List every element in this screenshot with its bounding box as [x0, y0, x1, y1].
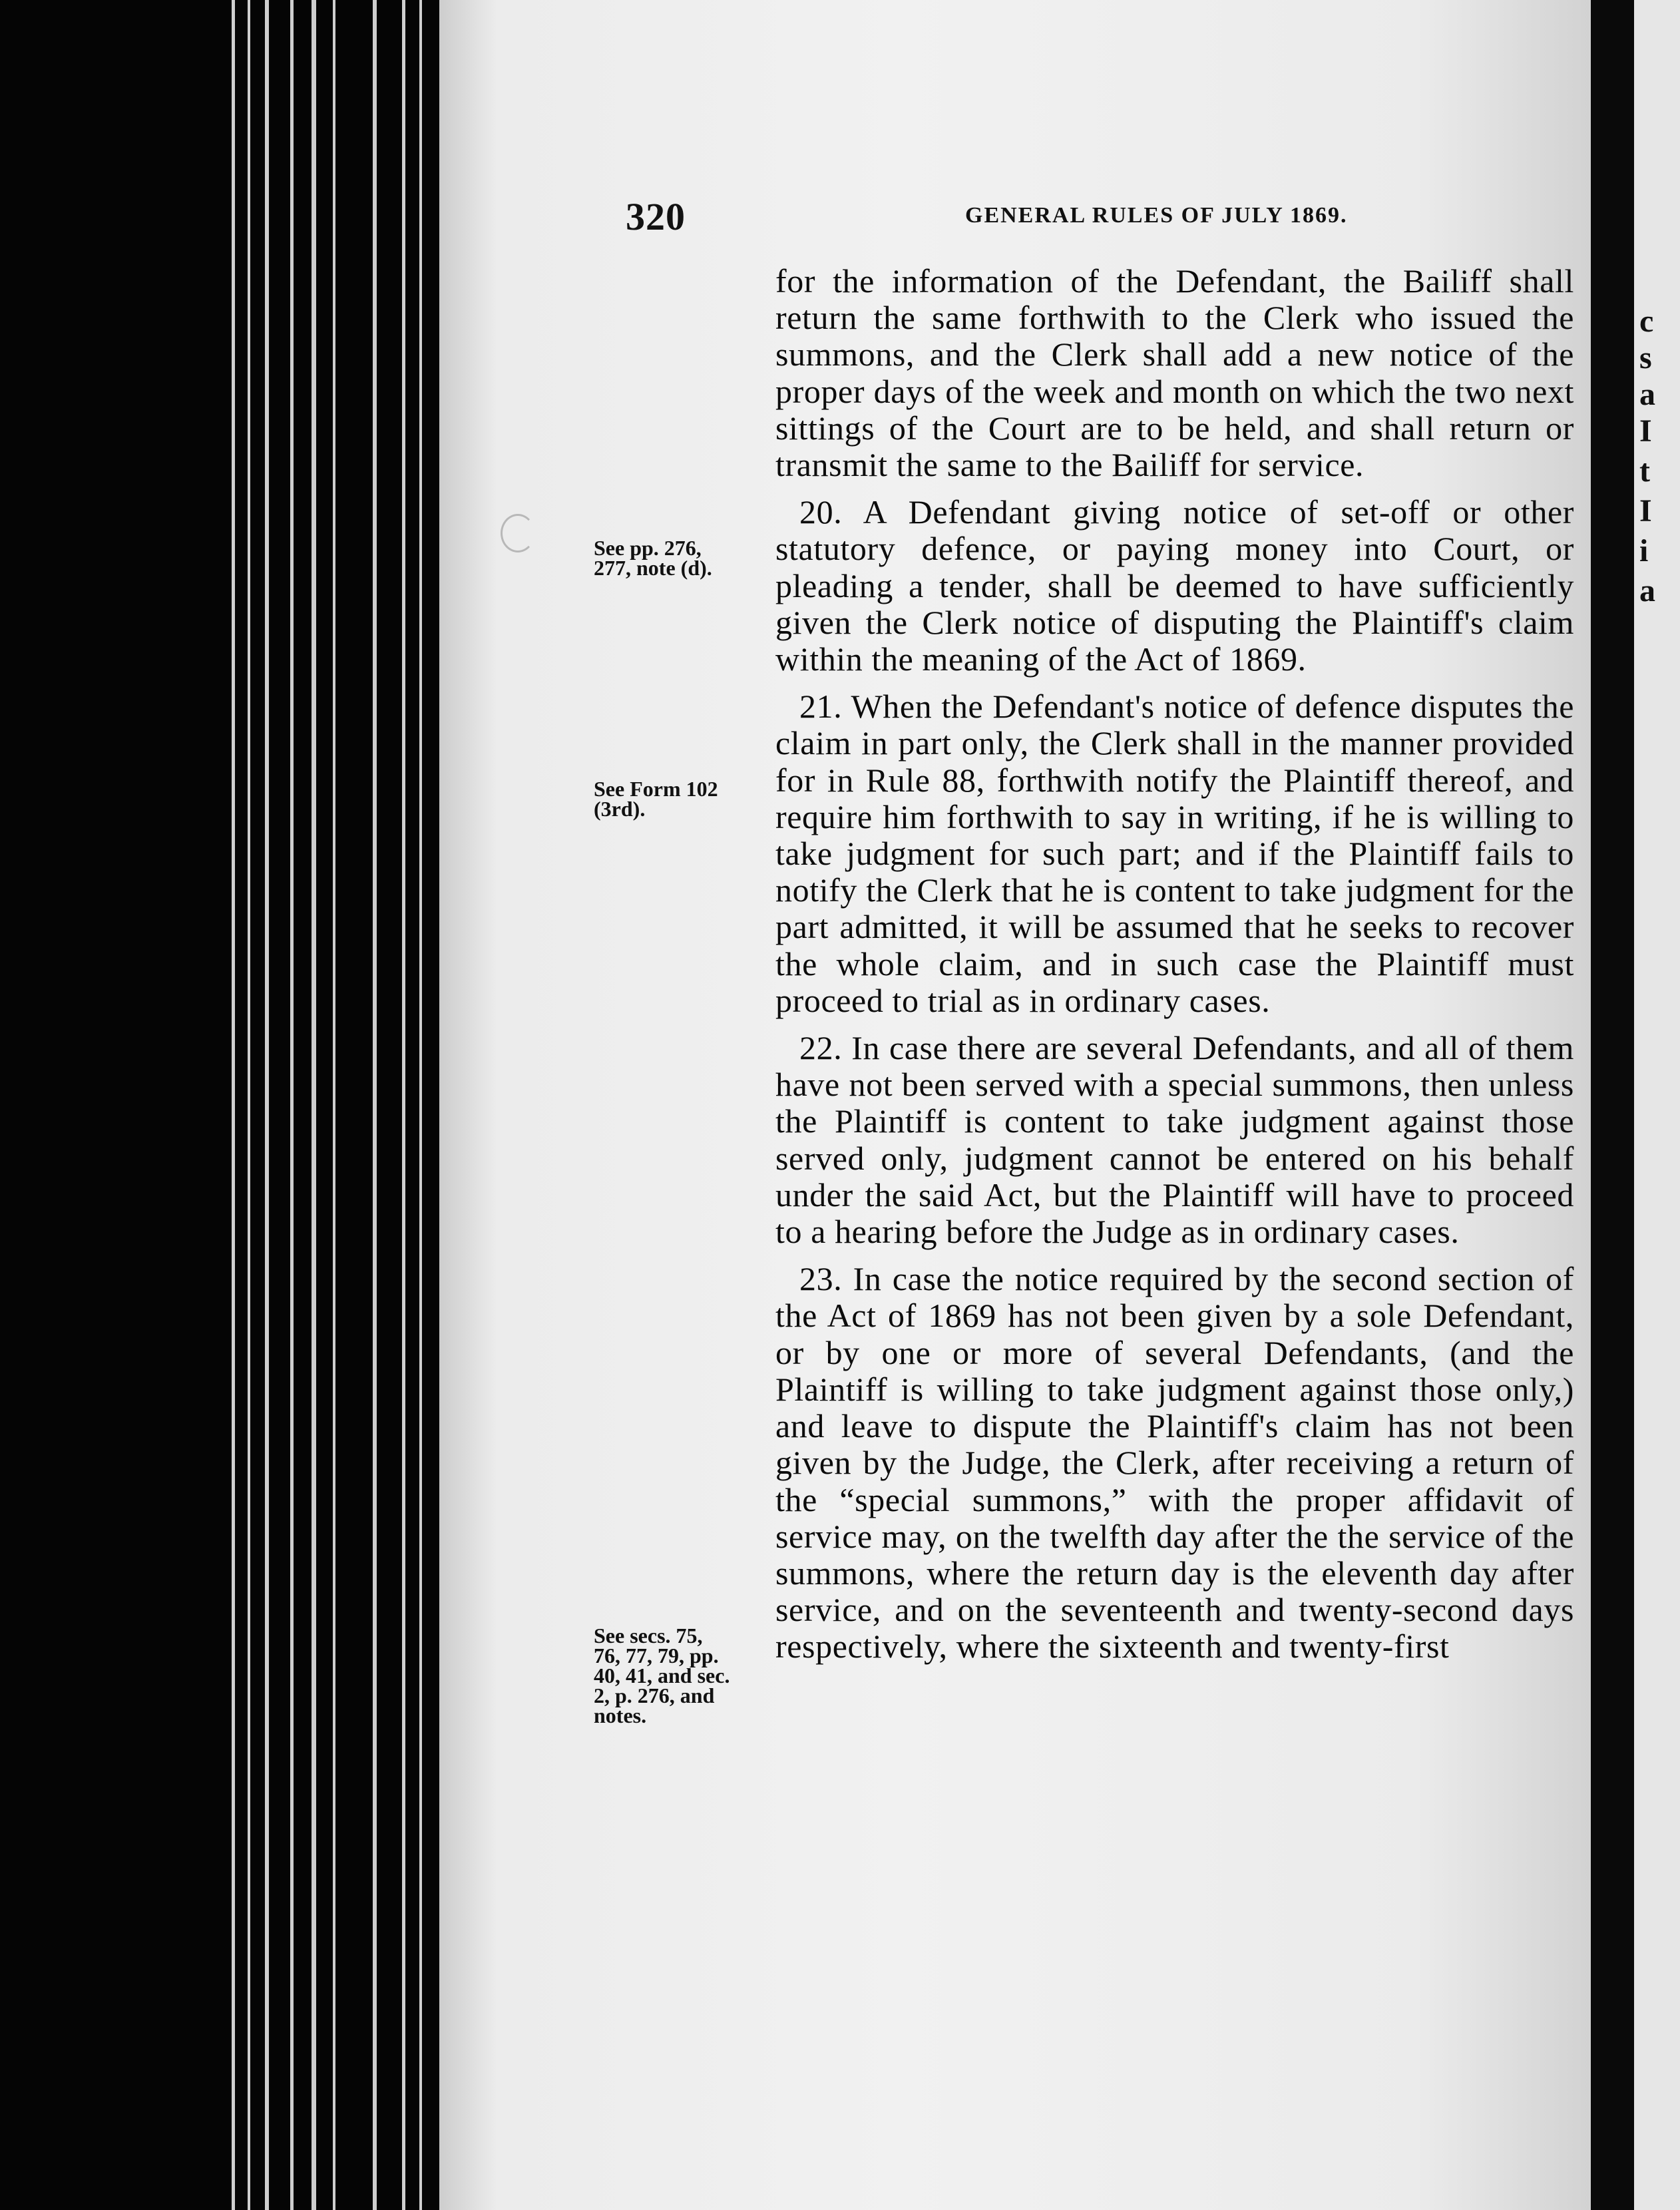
rule-21: 21. When the Defendant's notice of defence disputes the claim in part only, the Clerk shall in the manner provided for in Rule 88, forthwith notify the Plaintiff thereof, and require him forthwith to say in writing, if he is willing to take judgment for such part; and if the Plaintiff fails to notify the Clerk that he is content to take judgment for the part admitted, it will be assumed that he seeks to recover the whole claim, and in such case the Plaintiff must proceed to trial as in ordinary cases. — [775, 688, 1574, 1019]
book-gutter — [0, 0, 439, 2210]
adjacent-page-letter: I — [1639, 413, 1652, 449]
body-text — [775, 263, 1574, 1665]
rule-20: 20. A Defendant giving notice of set-off or other statutory defence, or paying money into Court, or pleading a tender, shall be deemed to have sufficiently given the Clerk notice of disputing the Plaintiff's claim within the meaning of the Act of 1869. — [775, 493, 1574, 678]
page-edge-line — [248, 0, 250, 2210]
paragraph-continuation: for the information of the Defendant, the Bailiff shall return the same forthwith to the Clerk who issued the summons, and the Clerk shall add a new notice of the proper days of the week and month on which the two next sittings of the Court are to be held, and shall return or transmit the same to the Bailiff for service. — [775, 262, 1574, 484]
adjacent-page-letter: c — [1639, 304, 1654, 339]
adjacent-page-letter: a — [1639, 573, 1655, 608]
margin-note: See Form 102 (3rd). — [594, 777, 718, 821]
margin-note: See secs. 75, 76, 77, 79, pp. 40, 41, and sec. 2, p. 276, and notes. — [594, 1624, 730, 1727]
adjacent-page-letter: s — [1639, 340, 1652, 375]
page-edge-line — [312, 0, 316, 2210]
page-number: 320 — [626, 195, 686, 238]
page-edge-line — [402, 0, 405, 2210]
page-edge-line — [232, 0, 235, 2210]
paper-blemish — [501, 514, 535, 552]
adjacent-page-letter: a — [1639, 377, 1655, 412]
rule-22: 22. In case there are several Defendants, and all of them have not been served with a special summons, then unless the Plaintiff is content to take judgment against those served only, judgment cannot be entered on his behalf under the said Act, but the Plaintiff will have to proceed to a hearing before the Judge as in ordinary cases. — [775, 1029, 1574, 1251]
adjacent-page-letter: i — [1639, 533, 1649, 568]
rule-23: 23. In case the notice required by the second section of the Act of 1869 has not been given by a sole Defendant, or by one or more of several Defendants, (and the Plaintiff is willing to take judgment against those only,) and leave to dispute the Plaintiff's claim has not been given by the Judge, the Clerk, after receiving a return of the “special summons,” with the proper affidavit of service may, on the twelfth day after the the service of the summons, where the return day is the eleventh day after service, and on the seventeenth and twenty-second days respectively, where the sixteenth and twenty-first — [775, 1260, 1574, 1665]
adjacent-page-letter: t — [1639, 453, 1650, 489]
page-edge-line — [333, 0, 335, 2210]
running-head: GENERAL RULES OF JULY 1869. — [965, 203, 1348, 228]
page-edge-line — [373, 0, 377, 2210]
adjacent-page-letter: I — [1639, 493, 1652, 529]
page-edge-line — [265, 0, 269, 2210]
margin-note: See pp. 276, 277, note (d). — [594, 536, 712, 580]
page-edge-line — [290, 0, 294, 2210]
adjacent-page-fragment — [1634, 0, 1680, 2210]
page-edge-line — [419, 0, 422, 2210]
